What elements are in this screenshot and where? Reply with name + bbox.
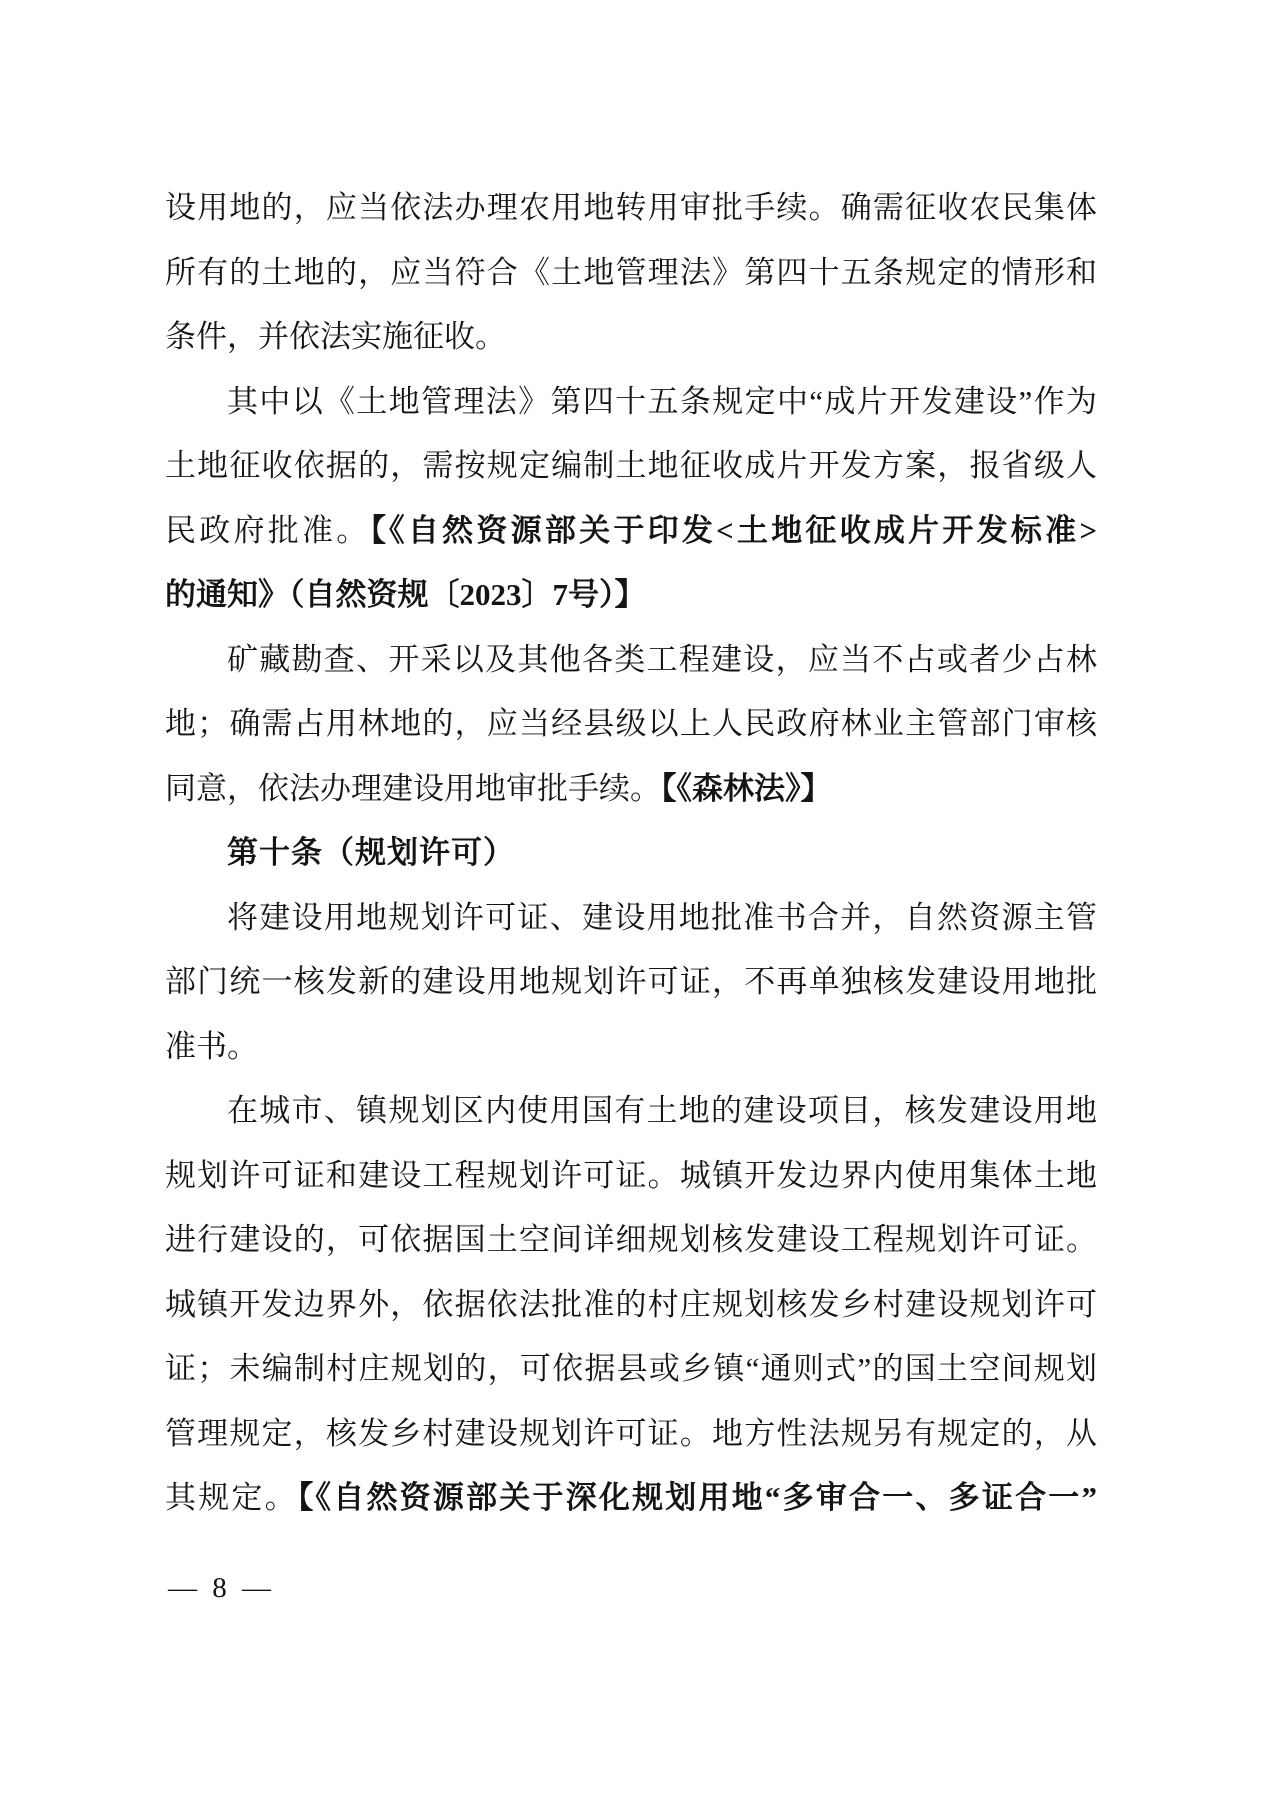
text-line — [165, 1015, 1097, 1080]
text-line — [165, 370, 1097, 435]
text-line — [165, 692, 1097, 757]
citation-segment: 的通知》（自然资规〔2023〕7号）】 — [165, 577, 646, 612]
text-line — [165, 1402, 1097, 1467]
text-line — [165, 1337, 1097, 1402]
article-heading-text: 第十条（规划许可） — [227, 835, 515, 870]
body-text-segment: 土地征收依据的，需按规定编制土地征收成片开发方案，报省级人 — [165, 448, 1097, 483]
text-line — [165, 628, 1097, 693]
document-body — [165, 176, 1097, 1531]
body-text-segment: 规划许可证和建设工程规划许可证。城镇开发边界内使用集体土地 — [165, 1157, 1097, 1193]
body-text-segment: 管理规定，核发乡村建设规划许可证。地方性法规另有规定的，从 — [165, 1415, 1097, 1451]
text-line — [165, 241, 1097, 306]
text-line — [165, 950, 1097, 1015]
text-line — [165, 1079, 1097, 1144]
body-text-segment: 进行建设的，可依据国土空间详细规划核发建设工程规划许可证。 — [165, 1222, 1097, 1257]
text-line — [165, 757, 1097, 822]
body-text-segment: 矿藏勘查、开采以及其他各类工程建设，应当不占或者少占林 — [227, 641, 1097, 677]
text-line — [165, 434, 1097, 499]
text-line — [165, 176, 1097, 241]
text-line — [165, 1208, 1097, 1273]
body-text-segment: 准书。 — [165, 1028, 258, 1064]
body-text-segment: 在城市、镇规划区内使用国有土地的建设项目，核发建设用地 — [227, 1093, 1097, 1128]
body-text-segment: 其中以《土地管理法》第四十五条规定中“成片开发建设”作为 — [227, 383, 1097, 419]
body-text-segment: 将建设用地规划许可证、建设用地批准书合并，自然资源主管 — [227, 899, 1097, 935]
citation-segment: 【《森林法》】 — [661, 770, 832, 806]
text-line — [165, 1466, 1097, 1531]
text-line — [165, 305, 1097, 370]
page-number: — 8 — — [168, 1572, 275, 1604]
body-text-segment: 同意，依法办理建设用地审批手续。 — [165, 770, 661, 806]
citation-segment: 【《自然资源部关于印发<土地征收成片开发标准> — [370, 512, 1097, 548]
body-text-segment: 所有的土地的，应当符合《土地管理法》第四十五条规定的情形和 — [165, 254, 1097, 290]
text-line — [165, 563, 1097, 628]
text-line — [165, 886, 1097, 951]
text-line — [165, 1144, 1097, 1209]
text-line — [165, 1273, 1097, 1338]
body-text-segment: 民政府批准。 — [165, 512, 371, 548]
body-text-segment: 其规定。 — [165, 1480, 298, 1515]
body-text-segment: 地；确需占用林地的，应当经县级以上人民政府林业主管部门审核 — [165, 706, 1097, 741]
article-heading — [165, 821, 1097, 886]
body-text-segment: 城镇开发边界外，依据依法批准的村庄规划核发乡村建设规划许可 — [165, 1286, 1097, 1322]
body-text-segment: 部门统一核发新的建设用地规划许可证，不再单独核发建设用地批 — [165, 964, 1097, 999]
body-text-segment: 设用地的，应当依法办理农用地转用审批手续。确需征收农民集体 — [165, 190, 1097, 225]
citation-segment: 【《自然资源部关于深化规划用地“多审合一、多证合一” — [297, 1480, 1097, 1515]
text-line — [165, 499, 1097, 564]
body-text-segment: 条件，并依法实施征收。 — [165, 319, 506, 354]
body-text-segment: 证；未编制村庄规划的，可依据县或乡镇“通则式”的国土空间规划 — [165, 1351, 1097, 1386]
